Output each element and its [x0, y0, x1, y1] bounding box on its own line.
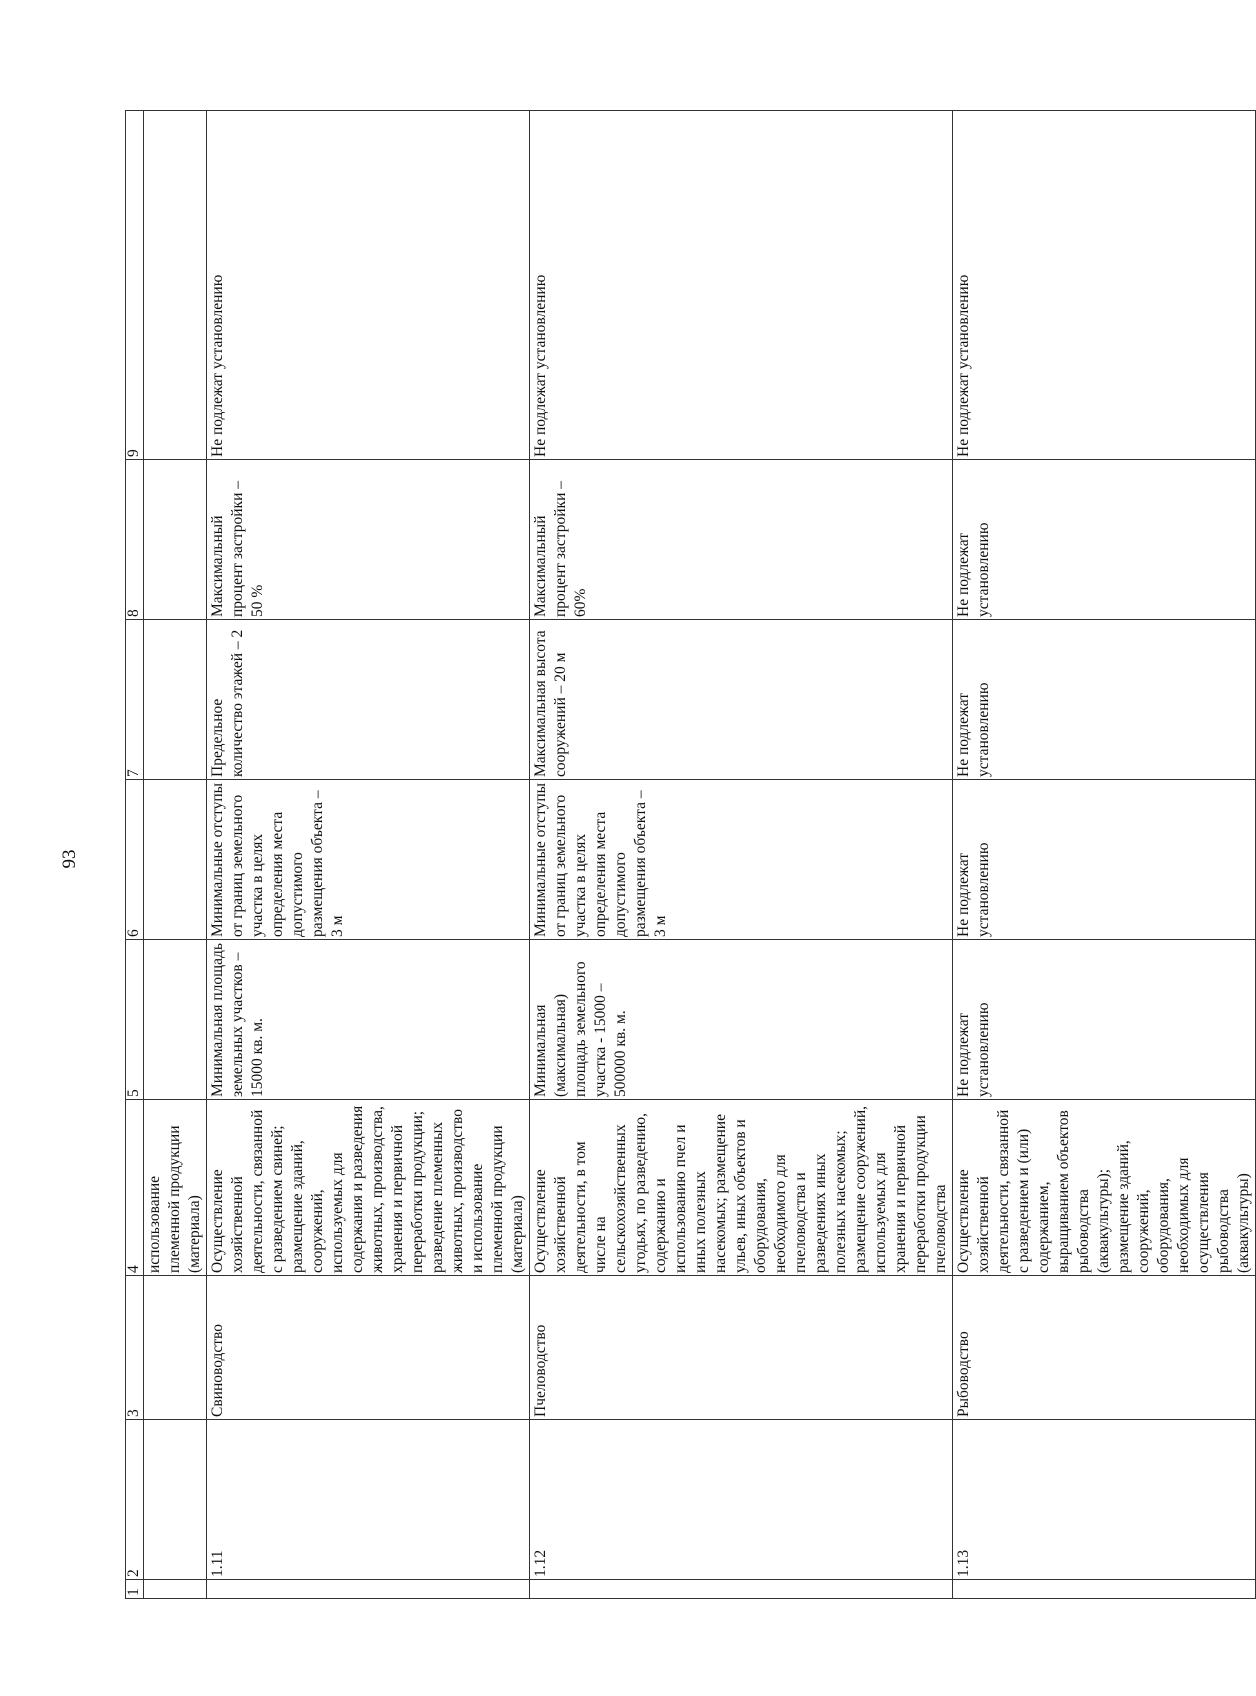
empty-cell [144, 460, 207, 620]
header-cell: 7 [126, 620, 144, 780]
row-number: 1.13 [953, 1420, 1256, 1580]
empty-cell [144, 1580, 207, 1599]
continuation-description: использование племенной продукции (материала) [144, 1100, 207, 1276]
use-description: Осуществление хозяйственной деятельности, связанной с разведением свиней; размещение зданий, сооружений, используемых для содержания и разведения животных, производства, хранения и первичной переработки продукции; разведение племенных животных, производство и использование племенной продукции (материала) [207, 1100, 530, 1276]
empty-cell [207, 1580, 530, 1599]
header-cell: 6 [126, 780, 144, 940]
header-cell: 8 [126, 460, 144, 620]
zoning-regulations-table [125, 110, 1256, 1599]
empty-cell [144, 1276, 207, 1420]
header-cell: 2 [126, 1420, 144, 1580]
coverage-limit: Не подлежат установлению [953, 460, 1256, 620]
header-row [126, 111, 144, 1599]
empty-cell [144, 111, 207, 460]
empty-cell [530, 1580, 953, 1599]
plot-area: Минимальная (максимальная) площадь земельного участка - 15000 – 500000 кв. м. [530, 940, 953, 1100]
table-row [953, 111, 1256, 1599]
empty-cell [144, 940, 207, 1100]
coverage-limit: Максимальный процент застройки – 50 % [207, 460, 530, 620]
table-row [207, 111, 530, 1599]
empty-cell [144, 780, 207, 940]
empty-cell [953, 1580, 1256, 1599]
setbacks: Минимальные отступы от границ земельного участка в целях определения места допустимого размещения объекта – 3 м [530, 780, 953, 940]
header-cell: 9 [126, 111, 144, 460]
row-number: 1.12 [530, 1420, 953, 1580]
setbacks: Не подлежат установлению [953, 780, 1256, 940]
use-description: Осуществление хозяйственной деятельности, в том числе на сельскохозяйственных угодьях, по разведению, содержанию и использованию пчел и иных полезных насекомых; размещение ульев, иных объектов и оборудования, необходимого для пчеловодства и разведениях иных полезных насекомых; размещение сооружений, используемых для хранения и первичной переработки продукции пчеловодства [530, 1100, 953, 1276]
header-cell: 3 [126, 1276, 144, 1420]
height-limit: Не подлежат установлению [953, 620, 1256, 780]
page-number: 93 [59, 849, 80, 869]
empty-cell [144, 620, 207, 780]
coverage-limit: Максимальный процент застройки – 60% [530, 460, 953, 620]
use-name: Свиноводство [207, 1276, 530, 1420]
table-row [530, 111, 953, 1599]
use-name: Рыбоводство [953, 1276, 1256, 1420]
continuation-row [144, 111, 207, 1599]
header-cell: 5 [126, 940, 144, 1100]
row-number: 1.11 [207, 1420, 530, 1580]
other-params: Не подлежат установлению [530, 111, 953, 460]
use-name: Пчеловодство [530, 1276, 953, 1420]
rotated-table-container [125, 111, 1252, 1599]
height-limit: Предельное количество этажей – 2 [207, 620, 530, 780]
use-description: Осуществление хозяйственной деятельности, связанной с разведением и (или) содержанием, выращиванием объектов рыбоводства (аквакультуры); размещение зданий, сооружений, оборудования, необходимых для осуществления рыбоводства (аквакультуры) [953, 1100, 1256, 1276]
height-limit: Максимальная высота сооружений – 20 м [530, 620, 953, 780]
other-params: Не подлежат установлению [953, 111, 1256, 460]
header-cell: 4 [126, 1100, 144, 1276]
plot-area: Минимальная площадь земельных участков – 15000 кв. м. [207, 940, 530, 1100]
header-cell: 1 [126, 1580, 144, 1599]
empty-cell [144, 1420, 207, 1580]
setbacks: Минимальные отступы от границ земельного участка в целях определения места допустимого размещения объекта – 3 м [207, 780, 530, 940]
other-params: Не подлежат установлению [207, 111, 530, 460]
plot-area: Не подлежат установлению [953, 940, 1256, 1100]
